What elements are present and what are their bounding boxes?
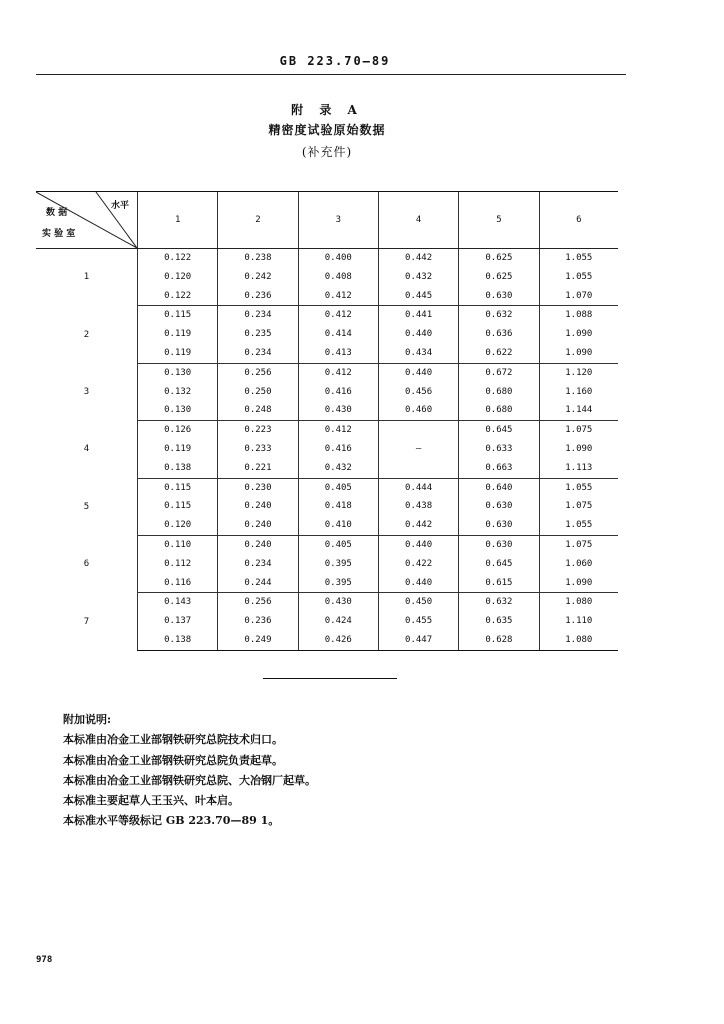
data-cell: 0.630 (459, 287, 539, 306)
data-cell: 0.636 (459, 325, 539, 344)
data-cell: 0.112 (138, 555, 218, 574)
data-cell: 0.115 (138, 478, 218, 497)
data-cell: 0.414 (298, 325, 378, 344)
data-cell: 0.126 (138, 421, 218, 440)
data-cell: 0.424 (298, 612, 378, 631)
data-cell: 0.672 (459, 363, 539, 382)
data-cell: — (378, 440, 458, 459)
level-header: 4 (378, 192, 458, 249)
data-cell: 0.426 (298, 631, 378, 650)
data-cell: 0.632 (459, 306, 539, 325)
data-cell: 1.060 (539, 555, 618, 574)
data-cell: 0.412 (298, 421, 378, 440)
note-line: 本标准水平等级标记 GB 223.70—89 1。 (63, 814, 280, 828)
corner-level-label: 水平 (111, 201, 130, 211)
data-cell: 0.456 (378, 383, 458, 402)
data-cell: 0.130 (138, 363, 218, 382)
lab-number: 6 (83, 559, 90, 570)
page-number: 978 (36, 955, 53, 965)
data-cell: 1.090 (539, 344, 618, 363)
data-cell: 0.440 (378, 535, 458, 554)
header-rule (36, 74, 626, 75)
data-cell: 0.240 (218, 497, 298, 516)
data-cell: 0.122 (138, 249, 218, 268)
data-cell: 0.120 (138, 516, 218, 535)
data-cell: 0.119 (138, 344, 218, 363)
data-cell: 0.630 (459, 497, 539, 516)
level-header: 2 (218, 192, 298, 249)
data-cell: 0.434 (378, 344, 458, 363)
data-cell: 0.615 (459, 574, 539, 593)
data-cell: 0.132 (138, 383, 218, 402)
level-header: 3 (298, 192, 378, 249)
data-cell: 0.680 (459, 401, 539, 420)
note-line: 本标准由冶金工业部钢铁研究总院技术归口。 (63, 733, 283, 747)
data-cell: 0.248 (218, 401, 298, 420)
data-cell: 0.444 (378, 478, 458, 497)
table-row (36, 249, 618, 268)
table-row (36, 593, 618, 612)
data-cell: 0.223 (218, 421, 298, 440)
data-cell: 0.130 (138, 401, 218, 420)
data-cell: 0.256 (218, 593, 298, 612)
data-cell: 0.116 (138, 574, 218, 593)
table-row (36, 363, 618, 382)
data-cell: 1.090 (539, 574, 618, 593)
data-cell: 0.405 (298, 478, 378, 497)
data-cell: 0.412 (298, 287, 378, 306)
data-cell: 1.055 (539, 478, 618, 497)
table-corner-cell (36, 192, 138, 249)
data-cell: 0.242 (218, 268, 298, 287)
corner-lab-label: 实 验 室 (42, 229, 76, 239)
appendix-label: 附 录 A (291, 103, 363, 117)
data-cell: 0.422 (378, 555, 458, 574)
data-cell (378, 459, 458, 478)
data-cell: 0.412 (298, 363, 378, 382)
data-cell: 0.645 (459, 421, 539, 440)
note-line: 本标准主要起草人王玉兴、叶本启。 (63, 794, 239, 808)
data-cell: 0.395 (298, 574, 378, 593)
data-cell: 0.442 (378, 249, 458, 268)
data-cell: 0.440 (378, 574, 458, 593)
data-cell: 0.234 (218, 306, 298, 325)
data-cell: 0.233 (218, 440, 298, 459)
data-cell: 0.235 (218, 325, 298, 344)
data-cell: 0.630 (459, 516, 539, 535)
data-cell: 0.441 (378, 306, 458, 325)
level-header: 1 (138, 192, 218, 249)
appendix-subtitle: (补充件) (301, 145, 353, 159)
data-cell: 0.445 (378, 287, 458, 306)
data-cell: 0.240 (218, 535, 298, 554)
data-cell: 0.410 (298, 516, 378, 535)
data-cell: 0.447 (378, 631, 458, 650)
note-line: 本标准由冶金工业部钢铁研究总院、大冶钢厂起草。 (63, 773, 316, 787)
data-cell: 0.633 (459, 440, 539, 459)
data-cell: 0.236 (218, 612, 298, 631)
data-cell: 0.680 (459, 383, 539, 402)
data-cell: 1.090 (539, 325, 618, 344)
data-cell: 0.120 (138, 268, 218, 287)
table-row (36, 478, 618, 497)
data-cell: 0.110 (138, 535, 218, 554)
lab-number: 1 (83, 272, 90, 283)
data-cell: 1.090 (539, 440, 618, 459)
data-cell: 0.632 (459, 593, 539, 612)
data-cell: 0.250 (218, 383, 298, 402)
data-cell: 0.635 (459, 612, 539, 631)
data-cell: 0.236 (218, 287, 298, 306)
data-cell: 0.234 (218, 344, 298, 363)
data-cell: 1.075 (539, 535, 618, 554)
data-cell: 0.413 (298, 344, 378, 363)
data-cell: 0.240 (218, 516, 298, 535)
data-cell: 0.395 (298, 555, 378, 574)
data-cell: 0.230 (218, 478, 298, 497)
data-cell: 0.432 (298, 459, 378, 478)
table-header-row (36, 192, 618, 249)
data-cell: 0.628 (459, 631, 539, 650)
data-cell: 0.416 (298, 440, 378, 459)
table-row (36, 421, 618, 440)
data-cell: 0.221 (218, 459, 298, 478)
data-cell: 1.075 (539, 497, 618, 516)
data-cell: 0.122 (138, 287, 218, 306)
data-cell: 1.110 (539, 612, 618, 631)
data-cell: 1.080 (539, 631, 618, 650)
data-cell: 0.418 (298, 497, 378, 516)
document-code: GB 223.70—89 (279, 54, 391, 68)
data-cell: 0.645 (459, 555, 539, 574)
data-cell: 0.460 (378, 401, 458, 420)
data-cell: 0.256 (218, 363, 298, 382)
data-cell: 0.440 (378, 363, 458, 382)
data-cell: 0.405 (298, 535, 378, 554)
data-cell: 0.143 (138, 593, 218, 612)
data-cell: 1.120 (539, 363, 618, 382)
data-cell (378, 421, 458, 440)
data-cell: 0.244 (218, 574, 298, 593)
data-cell: 1.075 (539, 421, 618, 440)
lab-number: 7 (83, 616, 90, 627)
data-cell: 0.119 (138, 440, 218, 459)
data-cell: 0.400 (298, 249, 378, 268)
data-cell: 0.115 (138, 497, 218, 516)
data-cell: 1.160 (539, 383, 618, 402)
data-cell: 0.115 (138, 306, 218, 325)
data-cell: 0.625 (459, 249, 539, 268)
data-cell: 1.088 (539, 306, 618, 325)
table-row (36, 535, 618, 554)
level-header: 6 (539, 192, 618, 249)
precision-data-table (36, 191, 618, 651)
data-cell: 0.138 (138, 459, 218, 478)
data-cell: 0.408 (298, 268, 378, 287)
data-cell: 0.238 (218, 249, 298, 268)
data-cell: 1.144 (539, 401, 618, 420)
level-header: 5 (459, 192, 539, 249)
appendix-title: 精密度试验原始数据 (268, 123, 386, 137)
data-cell: 0.432 (378, 268, 458, 287)
data-cell: 0.412 (298, 306, 378, 325)
data-cell: 0.416 (298, 383, 378, 402)
lab-number: 4 (83, 444, 90, 455)
data-cell: 0.450 (378, 593, 458, 612)
table-body (36, 249, 618, 651)
section-separator (263, 678, 397, 679)
lab-number: 3 (83, 386, 90, 397)
data-cell: 0.625 (459, 268, 539, 287)
data-cell: 1.055 (539, 249, 618, 268)
data-cell: 0.430 (298, 401, 378, 420)
notes-heading: 附加说明: (63, 713, 112, 726)
data-cell: 0.622 (459, 344, 539, 363)
data-cell: 0.138 (138, 631, 218, 650)
data-cell: 1.055 (539, 516, 618, 535)
data-cell: 0.119 (138, 325, 218, 344)
lab-number: 5 (83, 501, 90, 512)
data-cell: 0.663 (459, 459, 539, 478)
data-cell: 0.440 (378, 325, 458, 344)
data-cell: 0.430 (298, 593, 378, 612)
data-cell: 0.234 (218, 555, 298, 574)
data-cell: 1.055 (539, 268, 618, 287)
data-cell: 0.630 (459, 535, 539, 554)
data-cell: 0.455 (378, 612, 458, 631)
data-cell: 0.137 (138, 612, 218, 631)
data-cell: 1.070 (539, 287, 618, 306)
lab-number: 2 (83, 329, 90, 340)
data-cell: 0.640 (459, 478, 539, 497)
table-row (36, 306, 618, 325)
data-cell: 0.249 (218, 631, 298, 650)
corner-data-label: 数 据 (46, 208, 68, 218)
additional-notes (63, 710, 316, 832)
note-line: 本标准由冶金工业部钢铁研究总院负责起草。 (63, 753, 283, 767)
data-cell: 1.080 (539, 593, 618, 612)
data-cell: 0.442 (378, 516, 458, 535)
data-cell: 0.438 (378, 497, 458, 516)
data-cell: 1.113 (539, 459, 618, 478)
